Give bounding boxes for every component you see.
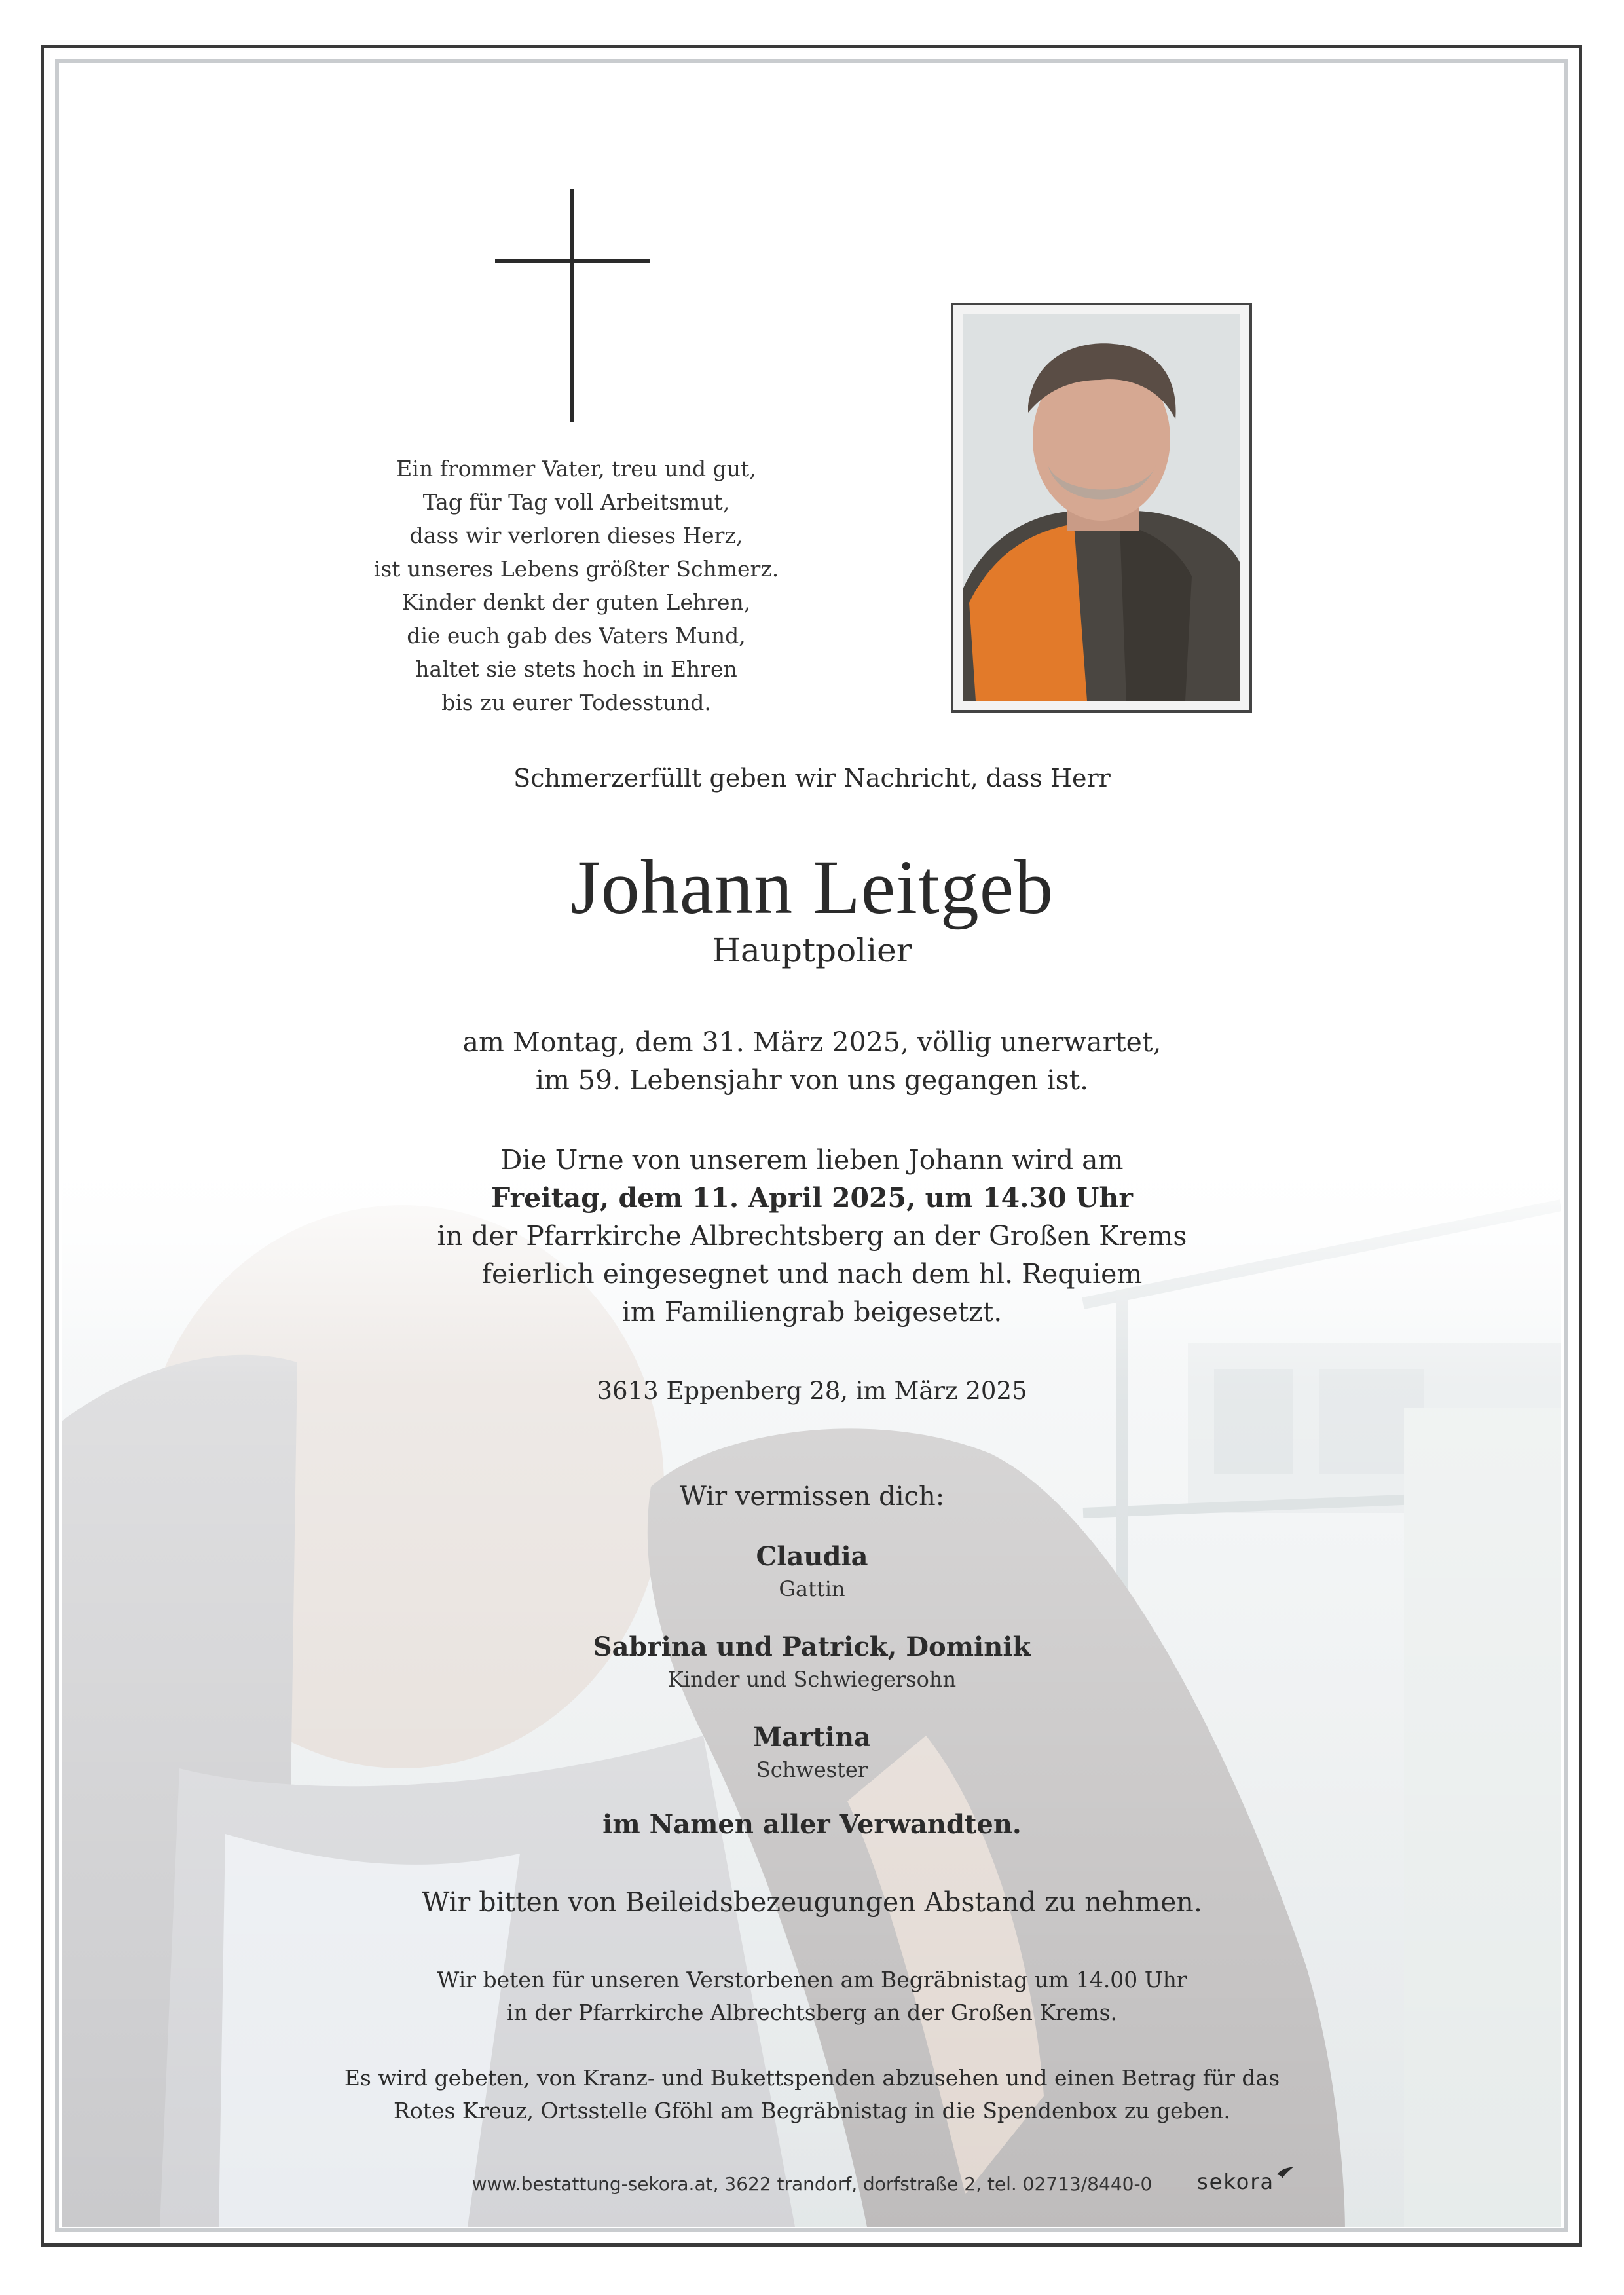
bird-icon xyxy=(1276,2165,1295,2181)
mourner xyxy=(0,1539,1624,1603)
mourner-name: Sabrina und Patrick, Dominik xyxy=(593,1632,1031,1662)
funeral-info xyxy=(0,1141,1624,1331)
footer-contact: www.bestattung-sekora.at, 3622 trandorf, dorfstraße 2, tel. 02713/8440-0 xyxy=(471,2173,1153,2195)
portrait-photo xyxy=(951,303,1252,713)
deceased-role: Hauptpolier xyxy=(712,931,912,969)
deceased-name: Johann Leitgeb xyxy=(570,844,1054,930)
condolence-request: Wir bitten von Beileidsbezeugungen Abstand zu nehmen. xyxy=(422,1886,1202,1918)
death-notice-line: am Montag, dem 31. März 2025, völlig unerwartet, xyxy=(462,1026,1162,1058)
donation-info xyxy=(0,2062,1624,2127)
funeral-datetime: Freitag, dem 11. April 2025, um 14.30 Uhr xyxy=(491,1182,1133,1214)
mourner-name: Martina xyxy=(753,1722,871,1753)
cross-icon xyxy=(495,189,650,422)
poem-line: Ein frommer Vater, treu und gut, xyxy=(396,456,756,481)
funeral-line: feierlich eingesegnet und nach dem hl. Requiem xyxy=(481,1258,1143,1290)
donation-line: Es wird gebeten, von Kranz- und Bukettspenden abzusehen und einen Betrag für das xyxy=(344,2065,1280,2091)
portrait-image xyxy=(963,314,1240,701)
mourner-relation: Schwester xyxy=(756,1757,868,1782)
poem-line: Kinder denkt der guten Lehren, xyxy=(401,589,751,615)
funeral-line: Die Urne von unserem lieben Johann wird am xyxy=(500,1144,1124,1176)
prayer-line: Wir beten für unseren Verstorbenen am Begräbnistag um 14.00 Uhr xyxy=(437,1967,1187,1992)
poem-line: bis zu eurer Todesstund. xyxy=(441,690,711,715)
relatives-line: im Namen aller Verwandten. xyxy=(602,1809,1022,1840)
miss-you-heading: Wir vermissen dich: xyxy=(679,1482,945,1512)
death-notice xyxy=(0,1023,1624,1099)
mourner xyxy=(0,1630,1624,1694)
poem-line: ist unseres Lebens größter Schmerz. xyxy=(373,556,779,582)
mourner-name: Claudia xyxy=(756,1541,868,1572)
poem-line: haltet sie stets hoch in Ehren xyxy=(415,656,737,682)
mourner-relation: Gattin xyxy=(779,1577,845,1601)
sekora-logo: sekora xyxy=(1197,2169,1275,2194)
mourner-relation: Kinder und Schwiegersohn xyxy=(667,1667,957,1692)
mourner xyxy=(0,1720,1624,1784)
prayer-line: in der Pfarrkirche Albrechtsberg an der Großen Krems. xyxy=(506,2000,1118,2025)
poem-line: dass wir verloren dieses Herz, xyxy=(409,523,743,548)
poem-line: die euch gab des Vaters Mund, xyxy=(407,623,746,648)
funeral-line: in der Pfarrkirche Albrechtsberg an der Großen Krems xyxy=(437,1220,1187,1252)
place-date: 3613 Eppenberg 28, im März 2025 xyxy=(597,1377,1027,1405)
prayer-info xyxy=(0,1964,1624,2029)
poem xyxy=(354,452,799,719)
poem-line: Tag für Tag voll Arbeitsmut, xyxy=(422,489,730,515)
donation-line: Rotes Kreuz, Ortsstelle Gföhl am Begräbnistag in die Spendenbox zu geben. xyxy=(393,2098,1231,2123)
death-notice-line: im 59. Lebensjahr von uns gegangen ist. xyxy=(535,1064,1089,1096)
funeral-line: im Familiengrab beigesetzt. xyxy=(621,1296,1003,1328)
intro-text: Schmerzerfüllt geben wir Nachricht, dass Herr xyxy=(513,764,1111,793)
